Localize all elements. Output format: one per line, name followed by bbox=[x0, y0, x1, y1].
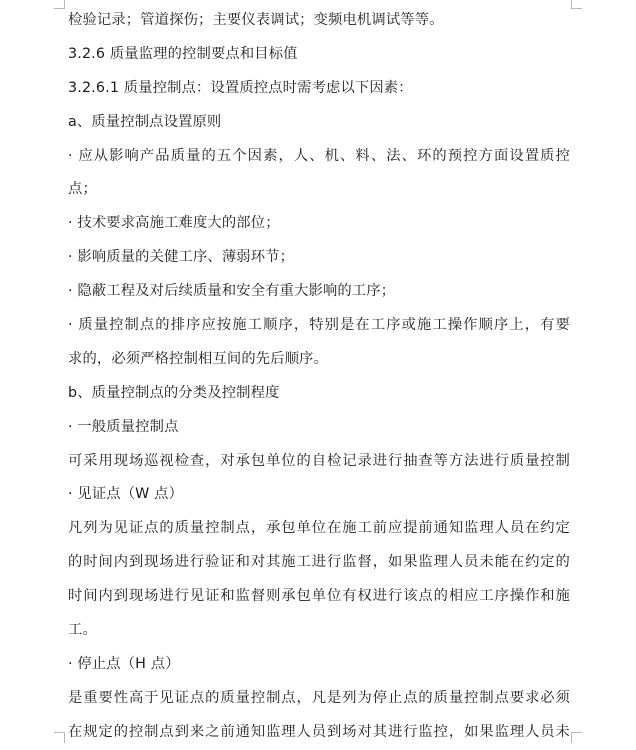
text-line: 工。 bbox=[68, 622, 97, 639]
bullet-item: · 影响质量的关健工序、薄弱环节； bbox=[68, 249, 295, 266]
bullet-item: · 质量控制点的排序应按施工顺序，特别是在工序或施工操作顺序上，有要 bbox=[68, 317, 570, 334]
crop-mark-top-left bbox=[54, 0, 65, 9]
text-line: 检验记录；管道探伤；主要仪表调试；变频电机调试等等。 bbox=[68, 12, 444, 28]
bullet-item: · 技术要求高施工难度大的部位； bbox=[68, 215, 280, 232]
subsection-heading: 3.2.6.1 质量控制点：设置质控点时需考虑以下因素： bbox=[68, 79, 413, 96]
bullet-item: · 隐蔽工程及对后续质量和安全有重大影响的工序； bbox=[68, 283, 396, 300]
list-heading: b、质量控制点的分类及控制程度 bbox=[68, 384, 280, 401]
text-line: 的时间内到现场进行验证和对其施工进行监督，如果监理人员未能在约定的 bbox=[68, 554, 570, 571]
text-line: 可采用现场巡视检查，对承包单位的自检记录进行抽查等方法进行质量控制 bbox=[68, 452, 570, 469]
text-line: 求的，必须严格控制相互间的先后顺序。 bbox=[68, 350, 329, 367]
bullet-item: · 见证点（W 点） bbox=[68, 486, 184, 503]
section-heading: 3.2.6 质量监理的控制要点和目标值 bbox=[68, 45, 298, 62]
crop-mark-bottom-left bbox=[54, 732, 65, 743]
crop-mark-bottom-right bbox=[571, 732, 582, 743]
list-heading: a、质量控制点设置原则 bbox=[68, 113, 222, 130]
bullet-item: · 应从影响产品质量的五个因素，人、机、料、法、环的预控方面设置质控 bbox=[68, 147, 570, 164]
document-body bbox=[68, 4, 570, 750]
text-line: 点； bbox=[68, 181, 97, 198]
bullet-item: · 停止点（H 点） bbox=[68, 655, 180, 672]
crop-mark-top-right bbox=[571, 0, 582, 9]
text-line: 时间内到现场进行见证和监督则承包单位有权进行该点的相应工序操作和施 bbox=[68, 588, 570, 605]
bullet-item: · 一般质量控制点 bbox=[68, 418, 179, 435]
text-line: 在规定的控制点到来之前通知监理人员到场对其进行监控，如果监理人员未 bbox=[68, 723, 570, 740]
text-line: 是重要性高于见证点的质量控制点，凡是列为停止点的质量控制点要求必须 bbox=[68, 689, 570, 706]
text-line: 凡列为见证点的质量控制点，承包单位在施工前应提前通知监理人员在约定 bbox=[68, 520, 570, 537]
